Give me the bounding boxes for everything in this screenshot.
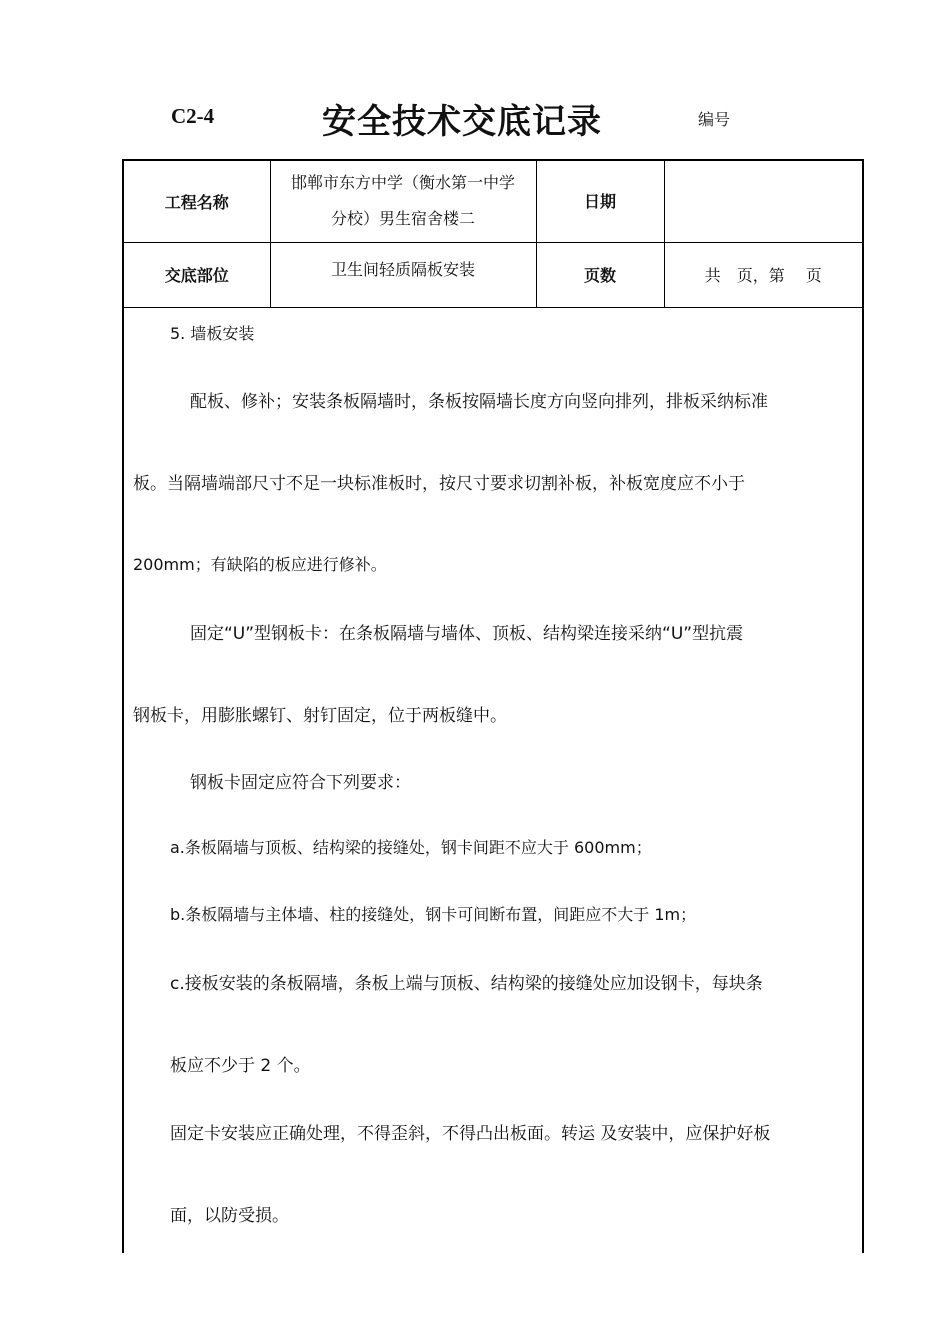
date-value <box>664 161 862 242</box>
list-item: 板应不少于 2 个。 <box>170 1056 311 1076</box>
project-name-line1: 邯郸市东方中学（衡水第一中学 <box>290 173 515 193</box>
paragraph-line: 配板、修补；安装条板隔墙时，条板按隔墙长度方向竖向排列，排板采纳标准 <box>190 392 768 412</box>
date-label: 日期 <box>536 161 664 242</box>
list-item: a.条板隔墙与顶板、结构梁的接缝处，钢卡间距不应大于 600mm； <box>170 838 652 857</box>
paragraph-line: 板。当隔墙端部尺寸不足一块标准板时，按尺寸要求切割补板，补板宽度应不小于 <box>133 474 745 494</box>
list-item: b.条板隔墙与主体墙、柱的接缝处，钢卡可间断布置，间距应不大于 1m； <box>170 905 697 924</box>
paragraph-line: 面，以防受损。 <box>170 1206 289 1226</box>
pages-label: 页数 <box>536 242 664 307</box>
paragraph-line: 固定卡安装应正确处理，不得歪斜，不得凸出板面。转运 及安装中，应保护好板 <box>170 1124 771 1144</box>
section-heading: 5. 墙板安装 <box>170 324 255 343</box>
record-sheet <box>122 159 864 1253</box>
project-name-value <box>270 161 536 242</box>
pages-value: 共 页，第 页 <box>664 242 862 307</box>
part-value: 卫生间轻质隔板安装 <box>270 242 536 307</box>
paragraph-line: 固定“U”型钢板卡：在条板隔墙与墙体、顶板、结构梁连接采纳“U”型抗震 <box>190 624 744 644</box>
project-name-line2: 分校）男生宿舍楼二 <box>330 209 475 229</box>
document-title: 安全技术交底记录 <box>322 102 602 142</box>
info-table <box>124 161 862 308</box>
form-code: C2-4 <box>171 104 215 128</box>
part-label: 交底部位 <box>124 242 270 307</box>
serial-number-label: 编号 <box>698 110 731 129</box>
paragraph-line: 钢板卡，用膨胀螺钉、射钉固定，位于两板缝中。 <box>133 706 507 726</box>
paragraph-line: 200mm；有缺陷的板应进行修补。 <box>133 555 387 574</box>
project-name-label: 工程名称 <box>124 161 270 242</box>
paragraph-line: 钢板卡固定应符合下列要求： <box>190 773 411 793</box>
list-item: c.接板安装的条板隔墙，条板上端与顶板、结构梁的接缝处应加设钢卡，每块条 <box>170 974 763 994</box>
